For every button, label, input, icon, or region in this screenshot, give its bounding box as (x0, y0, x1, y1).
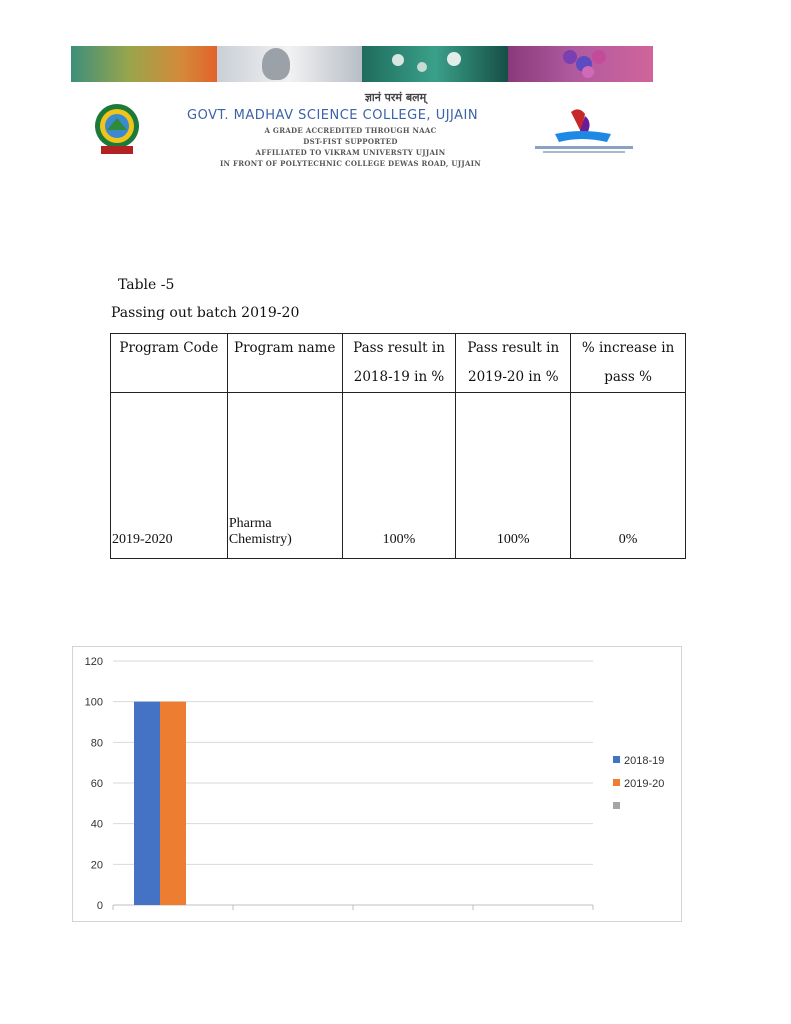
header-increase: % increase in pass % (571, 334, 686, 393)
college-name: GOVT. MADHAV SCIENCE COLLEGE, UJJAIN (187, 108, 479, 123)
banner-segment-robot (217, 46, 363, 82)
table-number: Table -5 (118, 277, 175, 293)
address-line: IN FRONT OF POLYTECHNIC COLLEGE DEWAS ROAD, UJJAIN (219, 159, 481, 168)
header-banner-image (71, 46, 653, 82)
header-pass-2018-19: Pass result in 2018-19 in % (342, 334, 456, 393)
college-motto: ज्ञानं परमं बलम् (364, 91, 427, 104)
cell-pass-2019-20: 100% (456, 393, 571, 559)
header-program-name: Program name (227, 334, 342, 393)
program-name-line1: Pharma (228, 516, 272, 531)
y-tick-label: 80 (90, 737, 103, 750)
y-tick-label: 0 (96, 900, 103, 912)
cell-program-name (227, 393, 342, 559)
legend-label: 2018-19 (624, 755, 665, 767)
cell-increase: 0% (571, 393, 686, 559)
banner-segment-chemistry (71, 46, 217, 82)
table-title: Passing out batch 2019-20 (111, 305, 300, 321)
bar-2019-20 (160, 702, 186, 905)
table-row (111, 393, 686, 559)
legend-label: 2019-20 (624, 778, 665, 790)
dst-fist-line: DST-FIST SUPPORTED (303, 137, 398, 146)
banner-segment-molecules (362, 46, 508, 82)
cell-pass-2018-19: 100% (342, 393, 456, 559)
header-pass-2019-20: Pass result in 2019-20 in % (456, 334, 571, 393)
pass-results-table (110, 333, 686, 559)
accreditation-line: A GRADE ACCREDITED THROUGH NAAC (264, 126, 437, 135)
chart-canvas (73, 647, 681, 921)
program-name-line2: Chemistry) (228, 532, 292, 547)
y-tick-label: 20 (90, 859, 103, 872)
legend-swatch (613, 779, 620, 786)
y-tick-label: 100 (84, 696, 103, 709)
header-program-code: Program Code (111, 334, 228, 393)
legend-swatch (613, 802, 620, 809)
banner-segment-atoms (508, 46, 654, 82)
table-header-row (111, 334, 686, 393)
y-tick-label: 120 (84, 656, 103, 668)
pass-results-chart (72, 646, 682, 922)
affiliation-line: AFFILIATED TO VIKRAM UNIVERSTY UJJAIN (255, 148, 446, 157)
iqac-logo (533, 104, 635, 156)
y-tick-label: 40 (90, 818, 103, 831)
cell-program-code: 2019-2020 (111, 393, 228, 559)
bar-2018-19 (134, 702, 160, 905)
y-tick-label: 60 (90, 778, 103, 790)
legend-swatch (613, 756, 620, 763)
